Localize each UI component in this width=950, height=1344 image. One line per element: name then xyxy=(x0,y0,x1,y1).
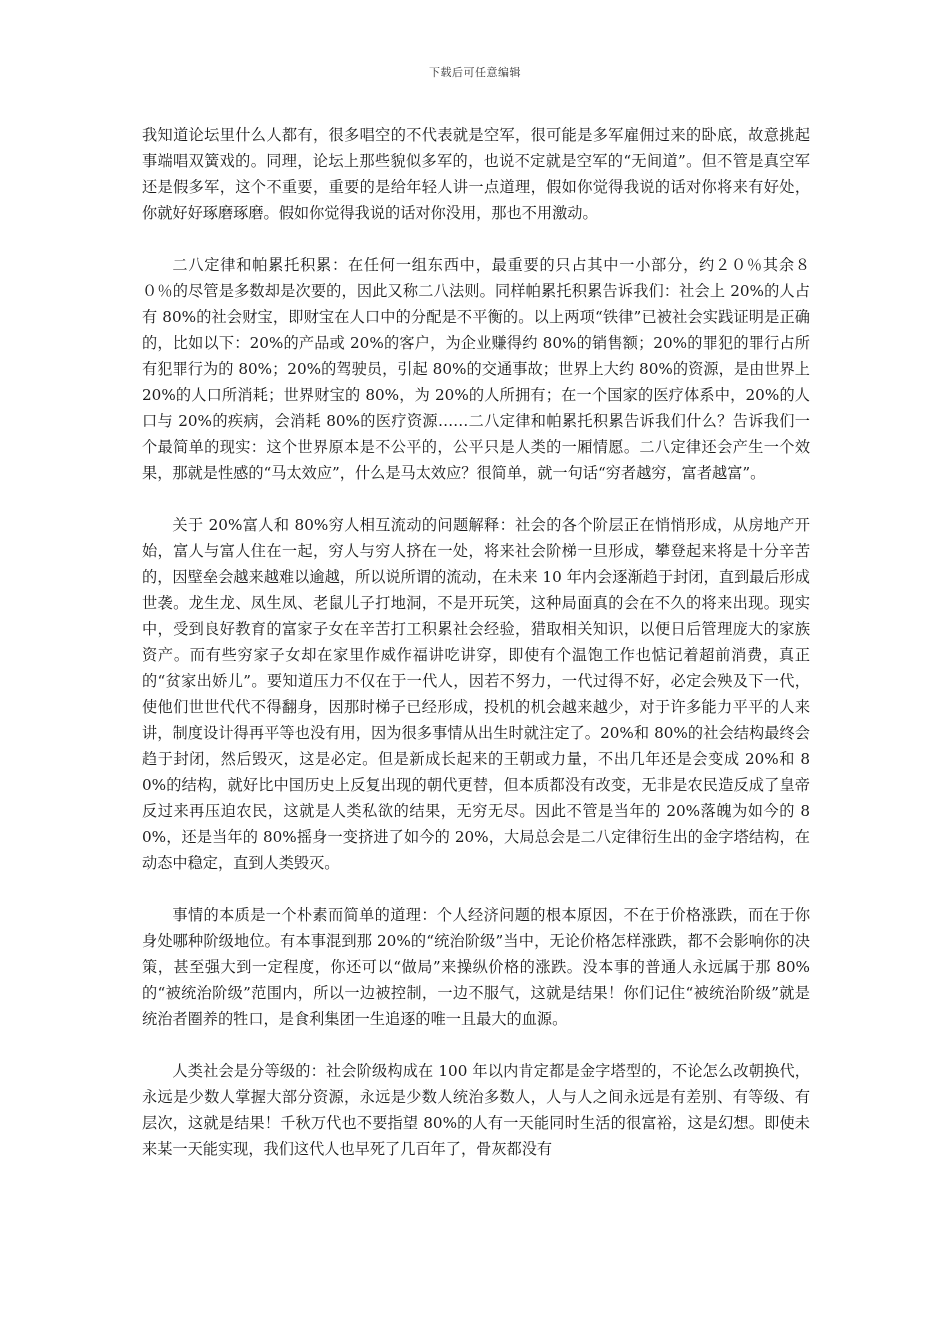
paragraph-essence: 事情的本质是一个朴素而简单的道理：个人经济问题的根本原因，不在于价格涨跌，而在于你身处哪种阶级地位。有本事混到那 20%的“统治阶级”当中，无论价格怎样涨跌，都不会影响你的决策，甚至强大到一定程度，你还可以“做局”来操纵价格的涨跌。没本事的普通人永远属于那 80%的“被统治阶级”范围内，所以一边被控制，一边不服气，这就是结果！你们记住“被统治阶级”就是统治者圈养的牲口，是食利集团一生追逐的唯一且最大的血源。 xyxy=(142,906,810,1028)
document-body xyxy=(142,122,810,1188)
paragraph-mobility: 关于 20%富人和 80%穷人相互流动的问题解释：社会的各个阶层正在悄悄形成，从房地产开始，富人与富人住在一起，穷人与穷人挤在一处，将来社会阶梯一旦形成，攀登起来将是十分辛苦的，因壁垒会越来越难以逾越，所以说所谓的流动，在未来 10 年内会逐渐趋于封闭，直到最后形成世袭。龙生龙、凤生凤、老鼠儿子打地洞，不是开玩笑，这种局面真的会在不久的将来出现。现实中，受到良好教育的富家子女在辛苦打工积累社会经验，猎取相关知识，以便日后管理庞大的家族资产。而有些穷家子女却在家里作威作福讲吃讲穿，即使有个温饱工作也惦记着超前消费，真正的“贫家出娇儿”。要知道压力不仅在于一代人，因若不努力，一代过得不好，必定会殃及下一代，使他们世世代代不得翻身，因那时梯子已经形成，投机的机会越来越少，对于许多能力平平的人来讲，制度设计得再平等也没有用，因为很多事情从出生时就注定了。20%和 80%的社会结构最终会趋于封闭，然后毁灭，这是必定。但是新成长起来的王朝或力量，不出几年还是会变成 20%和 80%的结构，就好比中国历史上反复出现的朝代更替，但本质都没有改变，无非是农民造反成了皇帝反过来再压迫农民，这就是人类私欲的结果，无穷无尽。因此不管是当年的 20%落魄为如今的 80%，还是当年的 80%摇身一变挤进了如今的 20%，大局总会是二八定律衍生出的金字塔结构，在动态中稳定，直到人类毁灭。 xyxy=(142,516,810,872)
page-header: 下载后可任意编辑 xyxy=(429,66,521,79)
paragraph-hierarchy: 人类社会是分等级的：社会阶级构成在 100 年以内肯定都是金字塔型的，不论怎么改朝换代，永远是少数人掌握大部分资源，永远是少数人统治多数人，人与人之间永远是有差别、有等级、有层次，这就是结果！千秋万代也不要指望 80%的人有一天能同时生活的很富裕，这是幻想。即使未来某一天能实现，我们这代人也早死了几百年了，骨灰都没有 xyxy=(142,1062,810,1158)
paragraph-pareto-principle: 二八定律和帕累托积累：在任何一组东西中，最重要的只占其中一小部分，约２０％其余８０％的尽管是多数却是次要的，因此又称二八法则。同样帕累托积累告诉我们：社会上 20%的人占有 80%的社会财宝，即财宝在人口中的分配是不平衡的。以上两项“铁律”已被社会实践证明是正确的，比如以下：20%的产品或 20%的客户，为企业赚得约 80%的销售额；20%的罪犯的罪行占所有犯罪行为的 80%；20%的驾驶员，引起 80%的交通事故；世界上大约 80%的资源，是由世界上 20%的人口所消耗；世界财宝的 80%，为 20%的人所拥有；在一个国家的医疗体系中，20%的人口与 20%的疾病，会消耗 80%的医疗资源……二八定律和帕累托积累告诉我们什么？告诉我们一个最简单的现实：这个世界原本是不公平的，公平只是人类的一厢情愿。二八定律还会产生一个效果，那就是性感的“马太效应”，什么是马太效应？很简单，就一句话“穷者越穷，富者越富”。 xyxy=(142,256,810,482)
paragraph-intro: 我知道论坛里什么人都有，很多唱空的不代表就是空军，很可能是多军雇佣过来的卧底，故意挑起事端唱双簧戏的。同理，论坛上那些貌似多军的，也说不定就是空军的“无间道”。但不管是真空军还是假多军，这个不重要，重要的是给年轻人讲一点道理，假如你觉得我说的话对你将来有好处，你就好好琢磨琢磨。假如你觉得我说的话对你没用，那也不用激动。 xyxy=(142,126,810,222)
